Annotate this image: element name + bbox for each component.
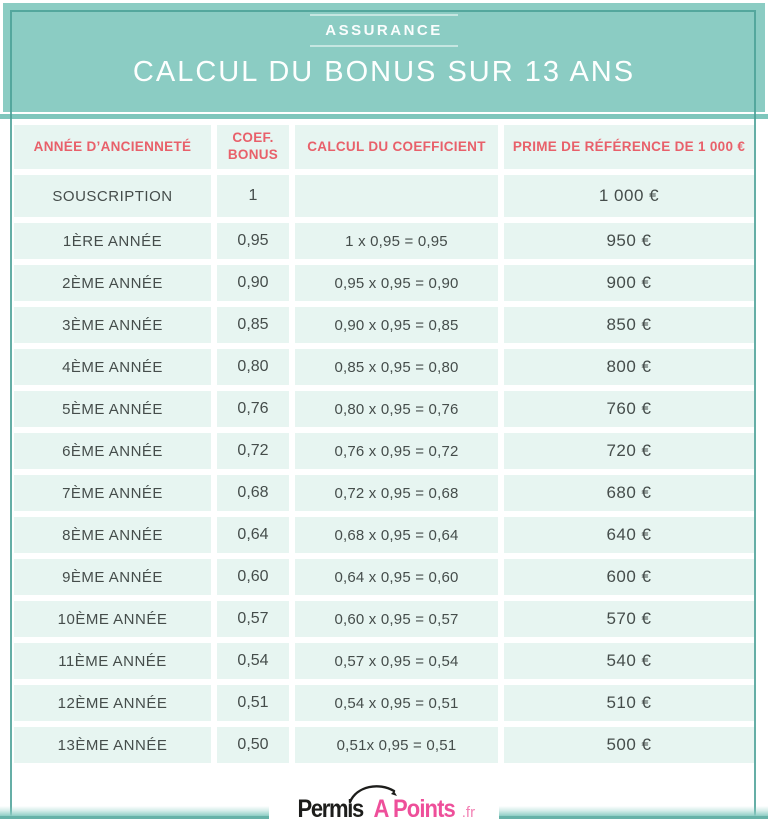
- col-header-annee: ANNÉE D’ANCIENNETÉ: [14, 125, 211, 169]
- year-cell: 3ÈME ANNÉE: [14, 307, 211, 343]
- table-row: [14, 685, 754, 721]
- table-row: [14, 175, 754, 217]
- table-row: [14, 727, 754, 763]
- year-cell: 8ÈME ANNÉE: [14, 517, 211, 553]
- coef-cell: 0,51: [217, 685, 289, 721]
- col-header-coef: COEF. BONUS: [217, 125, 289, 169]
- coef-cell: 0,85: [217, 307, 289, 343]
- table-row: [14, 475, 754, 511]
- coef-cell: 0,64: [217, 517, 289, 553]
- coef-cell: 1: [217, 175, 289, 217]
- footer: [0, 776, 768, 828]
- prime-cell: 720 €: [504, 433, 754, 469]
- footer-rule-right: [499, 806, 768, 819]
- coef-cell: 0,50: [217, 727, 289, 763]
- table-row: [14, 349, 754, 385]
- prime-cell: 500 €: [504, 727, 754, 763]
- table-header-row: [14, 125, 754, 169]
- year-cell: 10ÈME ANNÉE: [14, 601, 211, 637]
- coef-cell: 0,76: [217, 391, 289, 427]
- logo-apoints: A Points: [373, 795, 456, 823]
- calc-cell: 0,64 x 0,95 = 0,60: [295, 559, 498, 595]
- table-row: [14, 391, 754, 427]
- page-title: CALCUL DU BONUS SUR 13 ANS: [132, 56, 636, 88]
- table-row: [14, 517, 754, 553]
- calc-cell: [295, 175, 498, 217]
- year-cell: SOUSCRIPTION: [14, 175, 211, 217]
- col-header-calcul: CALCUL DU COEFFICIENT: [295, 125, 498, 169]
- prime-cell: 950 €: [504, 223, 754, 259]
- bonus-table: [8, 119, 760, 769]
- prime-cell: 850 €: [504, 307, 754, 343]
- coef-cell: 0,54: [217, 643, 289, 679]
- calc-cell: 0,90 x 0,95 = 0,85: [295, 307, 498, 343]
- col-header-prime: PRIME DE RÉFÉRENCE DE 1 000 €: [504, 125, 754, 169]
- year-cell: 9ÈME ANNÉE: [14, 559, 211, 595]
- table-row: [14, 601, 754, 637]
- year-cell: 13ÈME ANNÉE: [14, 727, 211, 763]
- coef-cell: 0,72: [217, 433, 289, 469]
- kicker-rule-bottom: [310, 45, 458, 47]
- table-row: [14, 265, 754, 301]
- calc-cell: 0,57 x 0,95 = 0,54: [295, 643, 498, 679]
- prime-cell: 640 €: [504, 517, 754, 553]
- prime-cell: 900 €: [504, 265, 754, 301]
- logo-permis: Permis: [297, 795, 363, 823]
- calc-cell: 0,80 x 0,95 = 0,76: [295, 391, 498, 427]
- coef-cell: 0,68: [217, 475, 289, 511]
- calc-cell: 0,54 x 0,95 = 0,51: [295, 685, 498, 721]
- calc-cell: 0,51x 0,95 = 0,51: [295, 727, 498, 763]
- year-cell: 5ÈME ANNÉE: [14, 391, 211, 427]
- table-row: [14, 433, 754, 469]
- table-row: [14, 643, 754, 679]
- coef-cell: 0,60: [217, 559, 289, 595]
- year-cell: 12ÈME ANNÉE: [14, 685, 211, 721]
- banner: [3, 3, 765, 112]
- coef-cell: 0,95: [217, 223, 289, 259]
- calc-cell: 0,95 x 0,95 = 0,90: [295, 265, 498, 301]
- kicker-rule-top: [310, 14, 458, 16]
- table-row: [14, 307, 754, 343]
- coef-cell: 0,80: [217, 349, 289, 385]
- calc-cell: 1 x 0,95 = 0,95: [295, 223, 498, 259]
- coef-cell: 0,90: [217, 265, 289, 301]
- prime-cell: 760 €: [504, 391, 754, 427]
- table-row: [14, 223, 754, 259]
- prime-cell: 510 €: [504, 685, 754, 721]
- year-cell: 6ÈME ANNÉE: [14, 433, 211, 469]
- year-cell: 11ÈME ANNÉE: [14, 643, 211, 679]
- logo-fr: .fr: [461, 804, 476, 821]
- prime-cell: 600 €: [504, 559, 754, 595]
- calc-cell: 0,68 x 0,95 = 0,64: [295, 517, 498, 553]
- calc-cell: 0,76 x 0,95 = 0,72: [295, 433, 498, 469]
- calc-cell: 0,72 x 0,95 = 0,68: [295, 475, 498, 511]
- year-cell: 1ÈRE ANNÉE: [14, 223, 211, 259]
- table-row: [14, 559, 754, 595]
- year-cell: 4ÈME ANNÉE: [14, 349, 211, 385]
- calc-cell: 0,85 x 0,95 = 0,80: [295, 349, 498, 385]
- coef-cell: 0,57: [217, 601, 289, 637]
- prime-cell: 800 €: [504, 349, 754, 385]
- calc-cell: 0,60 x 0,95 = 0,57: [295, 601, 498, 637]
- prime-cell: 570 €: [504, 601, 754, 637]
- footer-rule-left: [0, 806, 269, 819]
- prime-cell: 680 €: [504, 475, 754, 511]
- year-cell: 7ÈME ANNÉE: [14, 475, 211, 511]
- prime-cell: 1 000 €: [504, 175, 754, 217]
- brand-logo[interactable]: [287, 795, 481, 824]
- prime-cell: 540 €: [504, 643, 754, 679]
- year-cell: 2ÈME ANNÉE: [14, 265, 211, 301]
- kicker-label: ASSURANCE: [325, 22, 443, 39]
